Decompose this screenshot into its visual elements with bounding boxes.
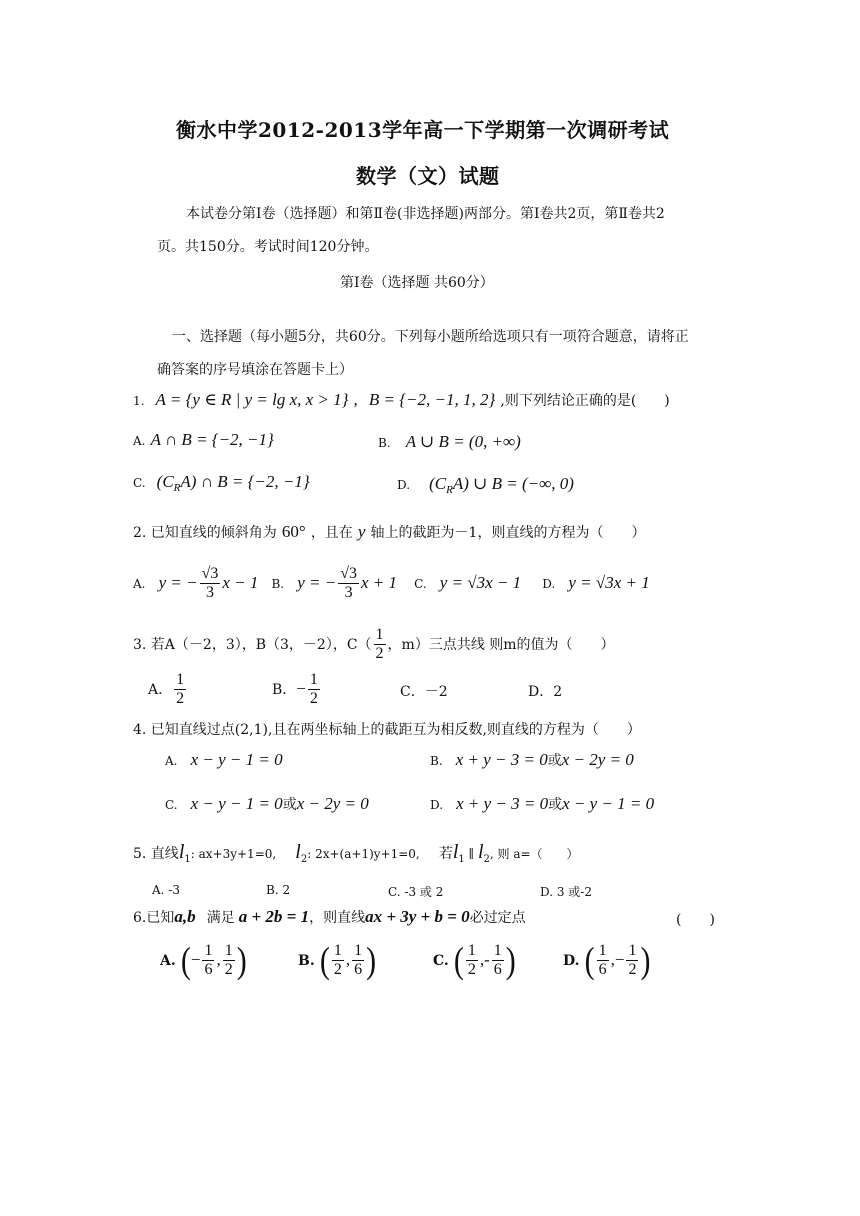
q6-option-a-label: A.	[160, 953, 176, 969]
q6-option-d-label: D.	[563, 953, 580, 969]
q2-option-a-num: √3	[201, 565, 219, 582]
q1-number: 1.	[133, 394, 145, 408]
q3-option-b-label: B．	[272, 682, 297, 698]
q6-option-b-d2: 6	[354, 961, 363, 978]
q4-option-c-eq2: x − 2y = 0	[296, 794, 369, 813]
q5-l1-sub: 1	[184, 854, 191, 866]
q2-option-a-label: A.	[133, 577, 146, 591]
q5-l2b: l	[477, 841, 484, 863]
q5-option-c: C. -3 或 2	[388, 885, 444, 899]
q1-option-c-sub: R	[173, 482, 181, 495]
q6-cond: a + 2b = 1	[238, 907, 310, 926]
q4-option-b-eq1: x + y − 3 = 0	[455, 750, 548, 769]
question-3	[133, 626, 615, 663]
q5-l1b-sub: 1	[458, 854, 465, 866]
q6-option-d-d2: 2	[628, 961, 637, 978]
q1-option-a-label: A.	[133, 434, 146, 448]
q5-l2-sub: 2	[300, 854, 308, 866]
q6-option-c: C. ( $\frac{1}{2}$ ,- $\frac{1}{6}$ )	[433, 939, 516, 981]
q6-option-c-d2: 6	[493, 961, 502, 978]
q4-option-c-eq1: x − y − 1 = 0	[190, 794, 283, 813]
q4-option-d-label: D.	[430, 798, 444, 812]
q1-option-b-text: A ∪ B = (0, +∞)	[405, 432, 521, 451]
q6-option-b-n2: 1	[354, 942, 363, 959]
q2-option-b-num: √3	[340, 565, 357, 582]
question-4: 4. 已知直线过点(2,1),且在两坐标轴上的截距互为相反数,则直线的方程为（ ）	[133, 722, 641, 738]
q5-parallel: ∥	[464, 847, 478, 861]
q4-option-c-or: 或	[282, 797, 297, 813]
q2-option-c-label: C.	[414, 577, 427, 591]
q1-set-b: B = {−2, −1, 1, 2}	[368, 390, 496, 409]
q5-stem-a: 5. 直线	[133, 846, 179, 862]
q1-option-c-rest: A) ∩ B = {−2, −1}	[180, 472, 310, 491]
q1-separator: ,	[353, 390, 358, 409]
q6-option-d-d1: 6	[598, 961, 607, 978]
q3-option-b-sign: −	[296, 679, 306, 698]
q1-option-d-text: (C	[429, 474, 447, 493]
q6-option-a-sign: −	[190, 950, 201, 969]
q2-stem-b: ，且在	[310, 525, 353, 541]
q6-option-d-n1: 1	[598, 942, 607, 959]
q6-option-b-d1: 2	[333, 961, 342, 978]
q4-option-b-or: 或	[547, 753, 562, 769]
q1-option-d	[397, 474, 574, 496]
q2-option-d-label: D.	[542, 577, 556, 591]
q3-frac-den: 2	[375, 645, 384, 662]
q1-option-c	[133, 472, 310, 494]
q6-stem-b: 满足	[206, 910, 235, 926]
q3-option-a-num: 1	[176, 671, 185, 688]
q6-option-d-n2: 1	[628, 942, 637, 959]
q1-option-c-text: (C	[156, 472, 174, 491]
q6-answer-paren: ( )	[676, 912, 715, 928]
question-2	[133, 522, 645, 542]
q1-option-d-sub: R	[446, 484, 453, 497]
q1-option-d-label: D.	[397, 478, 411, 492]
q2-option-b-post: x + 1	[361, 573, 398, 592]
q1-option-b	[378, 432, 521, 452]
q2-option-b-den: 3	[344, 584, 353, 601]
q1-option-d-rest: A) ∪ B = (−∞, 0)	[452, 474, 574, 493]
q3-option-b-den: 2	[309, 690, 318, 707]
q2-options	[133, 565, 650, 602]
q5-eq1: : ax+3y+1=0,	[190, 847, 277, 861]
q6-option-a-d2: 2	[224, 961, 233, 978]
q3-option-d: D．2	[528, 684, 563, 700]
section1-line-1: 一、选择题（每小题5分，共60分。下列每小题所给选项只有一项符合题意，请将正	[172, 329, 689, 345]
q4-option-d-eq2: x − y − 1 = 0	[562, 794, 655, 813]
q6-stem-c: ，则直线	[309, 910, 366, 926]
q6-vars: a,b	[174, 907, 196, 926]
q6-stem-a: 6.已知	[133, 910, 175, 926]
q6-line: ax + 3y + b = 0	[365, 907, 470, 926]
q3-stem-b: ，m）三点共线 则m的值为（ ）	[387, 637, 615, 653]
q5-option-d: D. 3 或-2	[540, 885, 592, 899]
q4-option-a-text: x − y − 1 = 0	[190, 750, 283, 769]
q2-angle: 60°	[281, 522, 306, 541]
q4-option-c	[165, 794, 369, 814]
q6-option-d: D. ( $\frac{1}{6}$ ,− $\frac{1}{2}$ )	[563, 939, 651, 981]
intro-line-2: 页。共150分。考试时间120分钟。	[157, 239, 379, 255]
q4-option-b	[430, 750, 634, 770]
q4-option-b-eq2: x − 2y = 0	[561, 750, 634, 769]
q5-l1: l	[178, 841, 185, 863]
question-6	[133, 907, 526, 927]
q2-option-b-label: B.	[271, 577, 285, 591]
q2-stem-c: 轴上的截距为－1，则直线的方程为（ ）	[370, 525, 646, 541]
q3-option-c: C．－2	[400, 684, 448, 700]
q4-option-d-or: 或	[548, 797, 563, 813]
exam-subtitle: 数学（文）试题	[356, 164, 500, 188]
q2-option-d-text: y = √3x + 1	[568, 573, 650, 592]
q6-option-d-sign: −	[614, 950, 625, 969]
q1-option-c-label: C.	[133, 476, 146, 490]
q5-l2: l	[295, 841, 301, 863]
q2-option-b-pre: y = −	[297, 573, 337, 592]
q5-l2b-sub: 2	[483, 854, 490, 866]
q2-stem-a: 2. 已知直线的倾斜角为	[133, 525, 277, 541]
q1-option-b-label: B.	[378, 436, 391, 450]
q6-option-a: A. (− $\frac{1}{6}$ , $\frac{1}{2}$ )	[160, 939, 247, 981]
q6-option-c-sign: -	[484, 950, 490, 969]
q5-option-b: B. 2	[266, 883, 291, 897]
question-1	[133, 390, 670, 410]
q3-stem-a: 3. 若A（－2，3），B（3，－2），C（	[133, 637, 372, 653]
q1-stem: ,则下列结论正确的是( )	[500, 393, 670, 409]
q1-option-a-text: A ∩ B = {−2, −1}	[150, 430, 274, 449]
q1-set-a: A = {y ∈ R | y = lg x, x > 1}	[155, 390, 349, 409]
q1-option-a	[133, 430, 274, 450]
q4-option-a	[165, 750, 283, 770]
q6-option-b: B. ( $\frac{1}{2}$ , $\frac{1}{6}$ )	[298, 939, 377, 981]
q5-option-a: A. -3	[152, 883, 180, 897]
q6-option-a-n2: 1	[224, 942, 233, 959]
q6-option-b-n1: 1	[333, 942, 342, 959]
q5-cond: 若	[438, 846, 453, 862]
q2-option-c-text: y = √3x − 1	[439, 573, 522, 592]
intro-line-1: 本试卷分第Ⅰ卷（选择题）和第Ⅱ卷(非选择题)两部分。第Ⅰ卷共2页，第Ⅱ卷共2	[186, 206, 665, 222]
q4-option-d-eq1: x + y − 3 = 0	[456, 794, 549, 813]
q5-ask: , 则 a=（ ）	[489, 847, 579, 861]
section1-line-2: 确答案的序号填涂在答题卡上）	[157, 362, 353, 378]
q5-l1b: l	[452, 841, 459, 863]
q2-option-a-pre: y = −	[158, 573, 198, 592]
q3-option-a-den: 2	[176, 690, 185, 707]
q4-option-d	[430, 794, 654, 814]
q3-option-a-label: A．	[148, 682, 173, 698]
question-5	[133, 841, 579, 865]
q6-option-c-d1: 2	[467, 961, 476, 978]
q6-stem-d: 必过定点	[469, 910, 526, 926]
q4-option-b-label: B.	[430, 754, 443, 768]
exam-title: 衡水中学2012-2013学年高一下学期第一次调研考试	[176, 118, 670, 142]
q3-option-a	[148, 671, 188, 708]
q4-option-c-label: C.	[165, 798, 178, 812]
q6-option-c-n1: 1	[467, 942, 476, 959]
q3-option-b-num: 1	[309, 671, 318, 688]
part1-heading: 第Ⅰ卷（选择题 共60分）	[340, 275, 494, 291]
q2-option-a-post: x − 1	[222, 573, 259, 592]
q6-option-b-label: B.	[298, 953, 315, 969]
q2-var: y	[357, 522, 366, 541]
q6-option-c-label: C.	[433, 953, 449, 969]
q2-option-a-den: 3	[205, 584, 214, 601]
q6-option-a-n1: 1	[204, 942, 213, 959]
q3-option-b	[272, 671, 322, 708]
q5-eq2: : 2x+(a+1)y+1=0,	[307, 847, 420, 861]
q4-option-a-label: A.	[165, 754, 178, 768]
q6-option-a-d1: 6	[204, 961, 213, 978]
q6-option-c-n2: 1	[493, 942, 502, 959]
q3-frac-num: 1	[375, 626, 384, 643]
